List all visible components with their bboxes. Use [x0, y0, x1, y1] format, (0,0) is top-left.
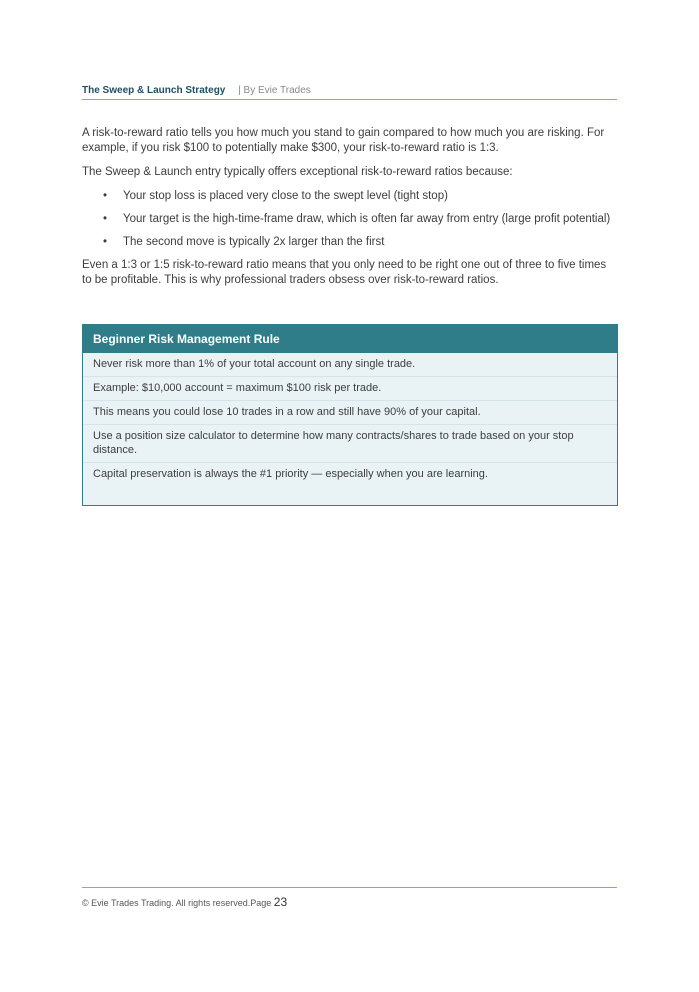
- callout-title: Beginner Risk Management Rule: [83, 325, 617, 353]
- reasons-list: [82, 189, 617, 250]
- paragraph-intro: A risk-to-reward ratio tells you how much you stand to gain compared to how much you are risking. For example, if you risk $100 to potentially make $300, your risk-to-reward ratio is 1:3.: [82, 127, 605, 154]
- callout-row: Never risk more than 1% of your total account on any single trade.: [83, 353, 617, 377]
- bullet-mark: •: [103, 190, 108, 202]
- risk-rule-callout: [82, 324, 618, 506]
- callout-row: This means you could lose 10 trades in a row and still have 90% of your capital.: [83, 401, 617, 425]
- main-content: [82, 126, 617, 297]
- running-header: [82, 84, 617, 99]
- list-item-text: Your stop loss is placed very close to the swept level (tight stop): [123, 190, 448, 202]
- author-byline: By Evie Trades: [243, 85, 311, 96]
- page-label: Page: [250, 898, 272, 908]
- callout-row: Use a position size calculator to determine how many contracts/shares to trade based on your stop distance.: [83, 425, 617, 463]
- bullet-mark: •: [103, 236, 108, 248]
- header-separator: |: [238, 85, 241, 96]
- paragraph-conclusion: Even a 1:3 or 1:5 risk-to-reward ratio means that you only need to be right one out of three to five times to be profitable. This is why professional traders obsess over risk-to-reward ratios.: [82, 259, 607, 286]
- header-divider: [82, 99, 617, 100]
- bullet-mark: •: [103, 213, 108, 225]
- document-title: The Sweep & Launch Strategy: [82, 85, 226, 96]
- list-item-text: Your target is the high-time-frame draw, which is often far away from entry (large profit potential): [123, 213, 611, 225]
- page-footer: [82, 895, 287, 910]
- callout-row: Example: $10,000 account = maximum $100 risk per trade.: [83, 377, 617, 401]
- callout-row: Capital preservation is always the #1 priority — especially when you are learning.: [93, 468, 488, 480]
- list-item-text: The second move is typically 2x larger than the first: [123, 236, 385, 248]
- copyright-notice: © Evie Trades Trading. All rights reserved.: [82, 898, 251, 908]
- page-number: 23: [273, 895, 288, 909]
- list-item: [82, 189, 617, 204]
- footer-divider: [82, 887, 617, 888]
- list-item: [82, 212, 617, 227]
- paragraph-reasons-lead: The Sweep & Launch entry typically offers exceptional risk-to-reward ratios because:: [82, 166, 513, 178]
- list-item: [82, 235, 617, 250]
